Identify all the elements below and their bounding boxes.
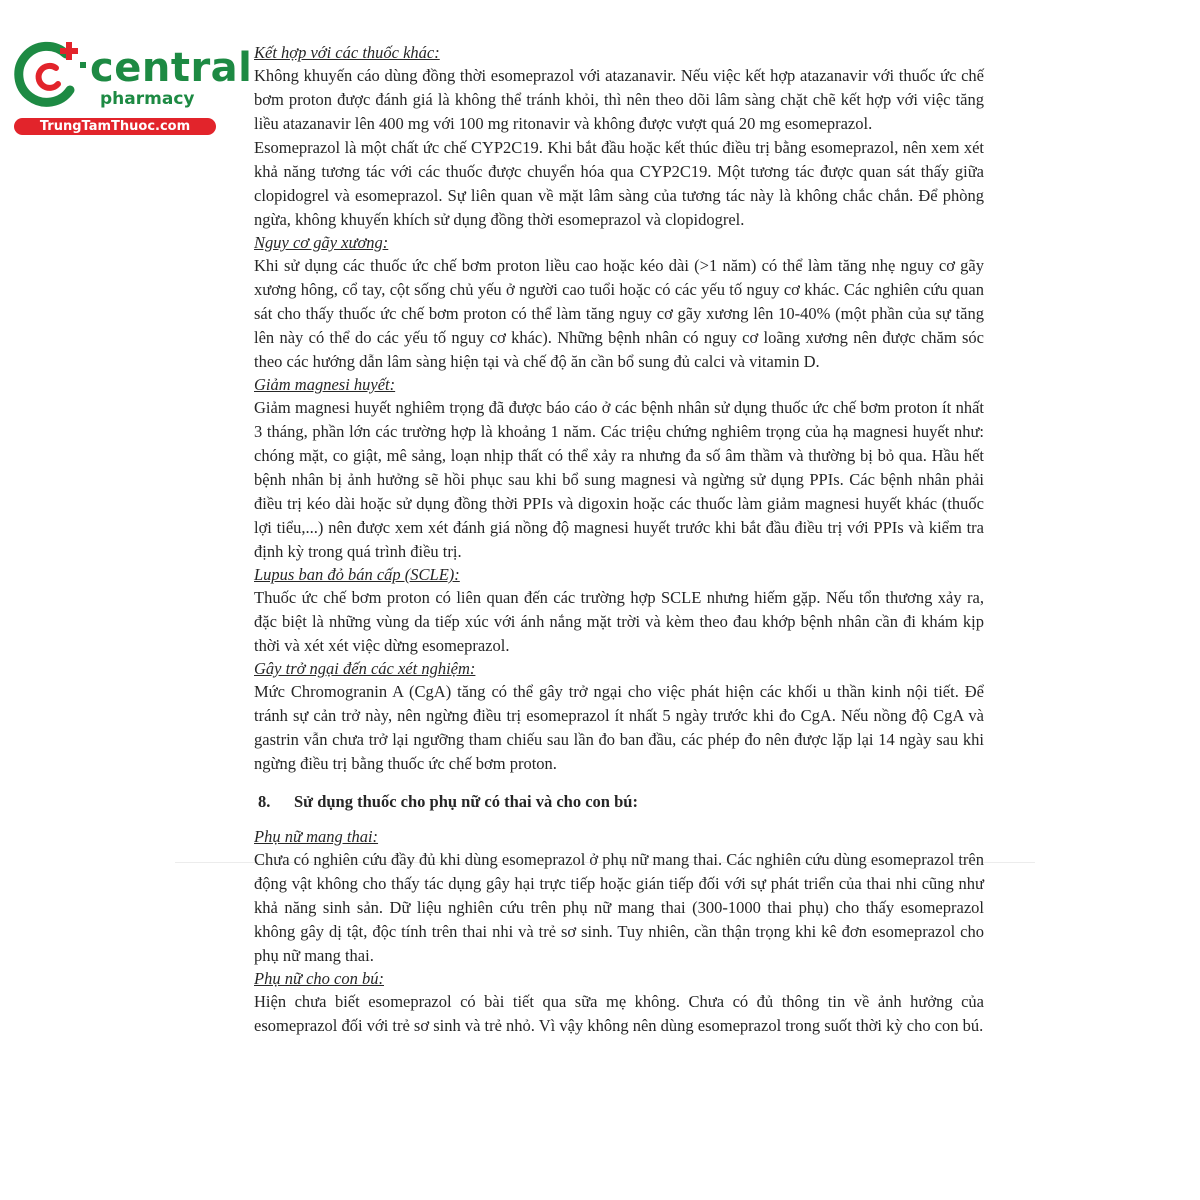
section-heading: Kết hợp với các thuốc khác:	[254, 43, 440, 62]
brand-subtitle: pharmacy	[100, 89, 195, 109]
section-lab-interference	[254, 658, 984, 776]
section-heading: Lupus ban đỏ bán cấp (SCLE):	[254, 565, 460, 584]
section-fracture-risk	[254, 232, 984, 374]
numbered-section-heading	[258, 790, 984, 814]
brand-website-badge: TrungTamThuoc.com	[14, 118, 216, 135]
section-scle	[254, 564, 984, 658]
section-drug-interactions	[254, 42, 984, 232]
paragraph: Esomeprazol là một chất ức chế CYP2C19. Khi bắt đầu hoặc kết thúc điều trị bằng esomeprazol, nên xem xét khả năng tương tác với các thuốc được chuyển hóa qua CYP2C19. Một tương tác được quan sát thấy giữa clopidogrel và esomeprazol. Sự liên quan về mặt lâm sàng của tương tác này là không chắc chắn. Để phòng ngừa, không khuyến khích sử dụng đồng thời esomeprazol và clopidogrel.	[254, 138, 984, 229]
paragraph: Mức Chromogranin A (CgA) tăng có thể gây trở ngại cho việc phát hiện các khối u thần kinh nội tiết. Để tránh sự cản trở này, nên ngừng điều trị esomeprazol ít nhất 5 ngày trước khi đo CgA. Nếu nồng độ CgA và gastrin vẫn chưa trở lại ngưỡng tham chiếu sau lần đo ban đầu, các phép đo nên được lặp lại 14 ngày sau khi ngừng điều trị bằng thuốc ức chế bơm proton.	[254, 682, 984, 773]
section-title: Sử dụng thuốc cho phụ nữ có thai và cho con bú:	[294, 792, 638, 811]
section-breastfeeding	[254, 968, 984, 1038]
section-heading: Nguy cơ gãy xương:	[254, 233, 389, 252]
paragraph: Thuốc ức chế bơm proton có liên quan đến các trường hợp SCLE nhưng hiếm gặp. Nếu tổn thương xảy ra, đặc biệt là những vùng da tiếp xúc với ánh nắng mặt trời và kèm theo đau khớp bệnh nhân cần đi khám kịp thời và xét xét việc dừng esomeprazol.	[254, 588, 984, 655]
section-pregnancy	[254, 826, 984, 968]
section-heading: Phụ nữ cho con bú:	[254, 969, 384, 988]
paragraph: Giảm magnesi huyết nghiêm trọng đã được báo cáo ở các bệnh nhân sử dụng thuốc ức chế bơm proton ít nhất 3 tháng, phần lớn các trường hợp là khoảng 1 năm. Các triệu chứng nghiêm trọng của hạ magnesi huyết như: chóng mặt, co giật, mê sảng, loạn nhịp thất có thể xảy ra nhưng đa số âm thầm và thường bị bỏ qua. Hầu hết bệnh nhân bị ảnh hưởng sẽ hồi phục sau khi bổ sung magnesi và ngừng sử dụng PPIs. Các bệnh nhân phải điều trị kéo dài hoặc sử dụng đồng thời PPIs và digoxin hoặc các thuốc làm giảm magnesi huyết khác (thuốc lợi tiểu,...) nên được xem xét đánh giá nồng độ magnesi huyết trước khi bắt đầu điều trị với PPIs và kiểm tra định kỳ trong quá trình điều trị.	[254, 398, 984, 561]
paragraph: Khi sử dụng các thuốc ức chế bơm proton liều cao hoặc kéo dài (>1 năm) có thể làm tăng nhẹ nguy cơ gãy xương hông, cổ tay, cột sống chủ yếu ở người cao tuổi hoặc có các yếu tố nguy cơ khác. Các nghiên cứu quan sát cho thấy thuốc ức chế bơm proton có thể làm tăng nguy cơ gãy xương lên 10-40% (một phần của sự tăng lên này có thể do các yếu tố nguy cơ khác). Những bệnh nhân có nguy cơ loãng xương nên được chăm sóc theo các hướng dẫn lâm sàng hiện tại và chế độ ăn cần bổ sung đủ calci và vitamin D.	[254, 256, 984, 371]
section-heading: Giảm magnesi huyết:	[254, 375, 396, 394]
paragraph: Chưa có nghiên cứu đầy đủ khi dùng esomeprazol ở phụ nữ mang thai. Các nghiên cứu dùng esomeprazol trên động vật không cho thấy tác dụng gây hại trực tiếp hoặc gián tiếp đối với sự phát triển của thai nhi cũng như khả năng sinh sản. Dữ liệu nghiên cứu trên phụ nữ mang thai (300-1000 thai phụ) cho thấy esomeprazol không gây dị tật, độc tính trên thai nhi và trẻ sơ sinh. Tuy nhiên, cần thận trọng khi kê đơn esomeprazol cho phụ nữ mang thai.	[254, 850, 984, 965]
document-page	[254, 42, 984, 1038]
paragraph: Hiện chưa biết esomeprazol có bài tiết qua sữa mẹ không. Chưa có đủ thông tin về ảnh hưởng của esomeprazol đối với trẻ sơ sinh và trẻ nhỏ. Vì vậy không nên dùng esomeprazol trong suốt thời kỳ cho con bú.	[254, 992, 984, 1035]
section-number: 8.	[258, 792, 271, 811]
brand-logo[interactable]	[8, 34, 253, 138]
central-pharmacy-logo-icon	[8, 34, 92, 118]
section-heading: Phụ nữ mang thai:	[254, 827, 379, 846]
paragraph: Không khuyến cáo dùng đồng thời esomeprazol với atazanavir. Nếu việc kết hợp atazanavir với thuốc ức chế bơm proton được đánh giá là không thể tránh khỏi, thì nên theo dõi lâm sàng chặt chẽ kết hợp với việc tăng liều atazanavir lên 400 mg với 100 mg ritonavir và không được vượt quá 20 mg esomeprazol.	[254, 66, 984, 133]
brand-name: central	[90, 45, 253, 91]
section-hypomagnesemia	[254, 374, 984, 564]
section-heading: Gây trở ngại đến các xét nghiệm:	[254, 659, 476, 678]
